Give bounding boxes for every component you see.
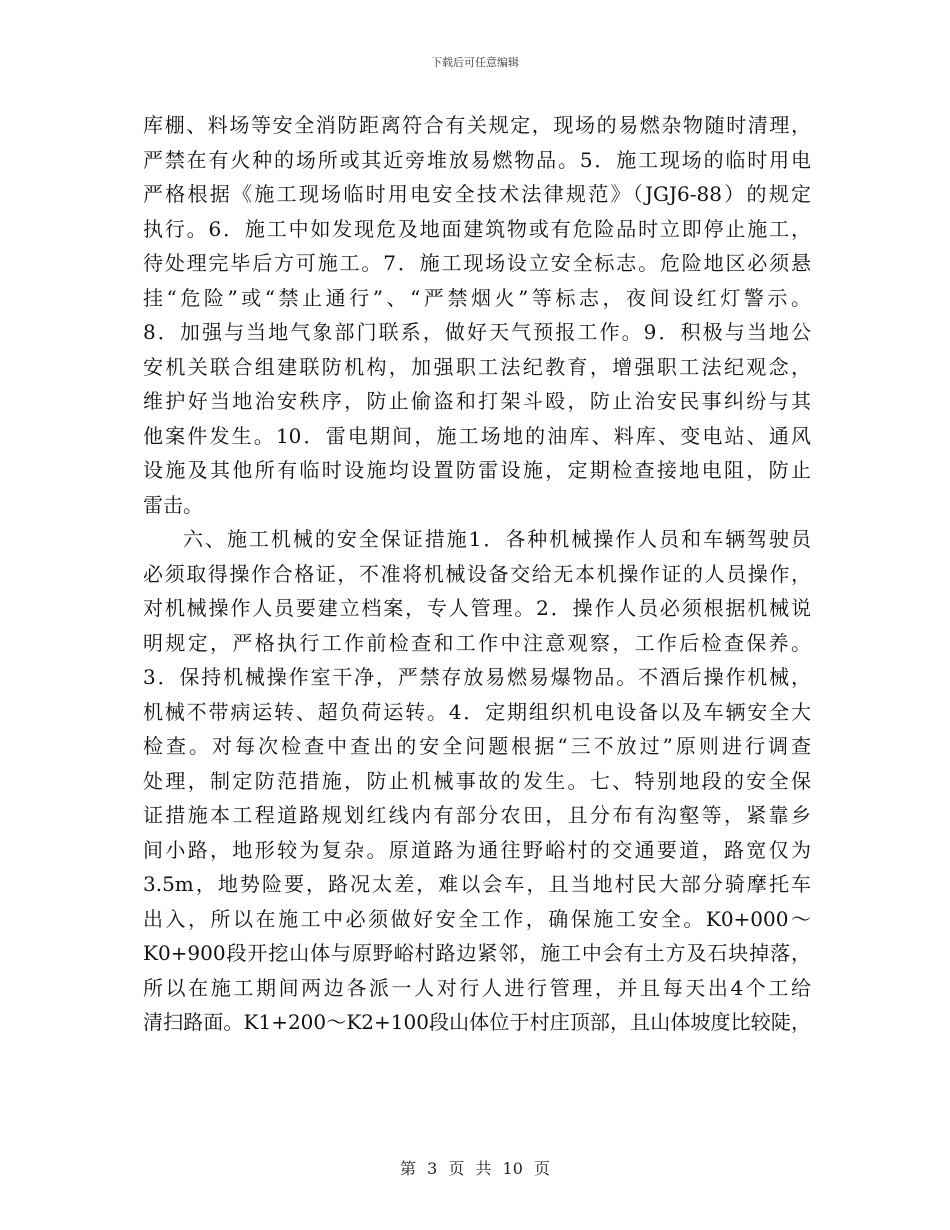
text-line: 挂“危险”或“禁止通行”、“严禁烟火”等标志，夜间设红灯警示。 xyxy=(143,285,811,310)
page-header: 下载后可任意编辑 xyxy=(431,56,519,69)
text-line: 六、施工机械的安全保证措施1．各种机械操作人员和车辆驾驶员 xyxy=(183,527,811,551)
text-line: 间小路，地形较为复杂。原道路为通往野峪村的交通要道，路宽仅为 xyxy=(143,837,811,862)
document-body xyxy=(143,108,811,1040)
paragraph-fire-safety xyxy=(143,108,811,522)
text-line: 所以在施工期间两边各派一人对行人进行管理，并且每天出4个工给 xyxy=(143,975,811,1000)
text-line: 雷击。 xyxy=(143,492,203,517)
text-line: 处理，制定防范措施，防止机械事故的发生。七、特别地段的安全保 xyxy=(143,768,811,793)
text-line: 3．保持机械操作室干净，严禁存放易燃易爆物品。不酒后操作机械， xyxy=(143,665,811,689)
text-line: 安机关联合组建联防机构，加强职工法纪教育，增强职工法纪观念， xyxy=(143,354,811,379)
text-line: 设施及其他所有临时设施均设置防雷设施，定期检查接地电阻，防止 xyxy=(143,458,811,482)
text-line: 严格根据《施工现场临时用电安全技术法律规范》（JGJ6-88）的规定 xyxy=(143,182,811,206)
text-line: 对机械操作人员要建立档案，专人管理。2．操作人员必须根据机械说 xyxy=(143,596,811,620)
text-line: 执行。6．施工中如发现危及地面建筑物或有危险品时立即停止施工， xyxy=(143,216,811,241)
paragraph-machinery-safety xyxy=(143,522,811,1040)
text-line: 必须取得操作合格证，不准将机械设备交给无本机操作证的人员操作， xyxy=(143,561,811,586)
text-line: 严禁在有火种的场所或其近旁堆放易燃物品。5．施工现场的临时用电 xyxy=(143,147,811,172)
text-line: 明规定，严格执行工作前检查和工作中注意观察，工作后检查保养。 xyxy=(143,630,811,655)
text-line: 3.5m，地势险要，路况太差，难以会车，且当地村民大部分骑摩托车 xyxy=(143,872,811,896)
text-line: 机械不带病运转、超负荷运转。4．定期组织机电设备以及车辆安全大 xyxy=(143,699,811,724)
text-line: 出入，所以在施工中必须做好安全工作，确保施工安全。K0+000～ xyxy=(143,906,811,931)
text-line: 库棚、料场等安全消防距离符合有关规定，现场的易燃杂物随时清理， xyxy=(143,113,811,137)
text-line: 待处理完毕后方可施工。7．施工现场设立安全标志。危险地区必须悬 xyxy=(143,251,811,275)
page-footer: 第 3 页 共 10 页 xyxy=(400,1159,550,1178)
text-line: 清扫路面。K1+200～K2+100段山体位于村庄顶部，且山体坡度比较陡， xyxy=(143,1010,811,1034)
text-line: 证措施本工程道路规划红线内有部分农田，且分布有沟壑等，紧靠乡 xyxy=(143,803,811,827)
text-line: 8．加强与当地气象部门联系，做好天气预报工作。9．积极与当地公 xyxy=(143,320,811,344)
text-line: 维护好当地治安秩序，防止偷盗和打架斗殴，防止治安民事纠纷与其 xyxy=(143,389,811,413)
text-line: K0+900段开挖山体与原野峪村路边紧邻，施工中会有土方及石块掉落， xyxy=(143,941,811,965)
text-line: 他案件发生。10．雷电期间，施工场地的油库、料库、变电站、通风 xyxy=(143,423,811,448)
text-line: 检查。对每次检查中查出的安全问题根据“三不放过”原则进行调查 xyxy=(143,734,811,758)
